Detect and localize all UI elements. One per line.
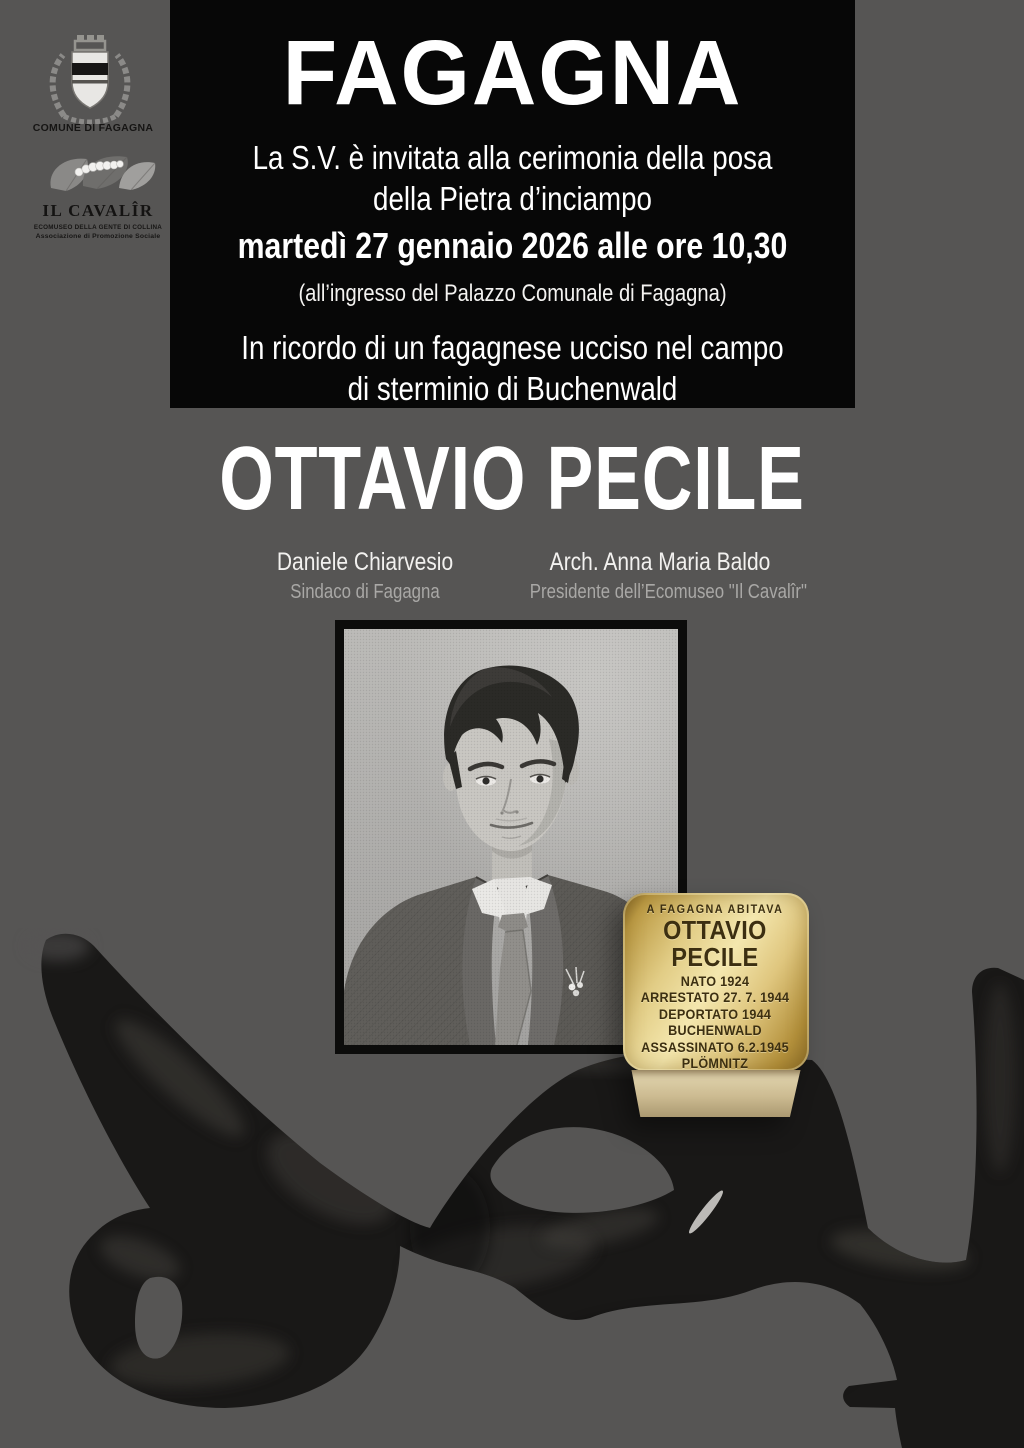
ecomuseo-title: IL CAVALÎR (42, 201, 154, 220)
stone-front-face (628, 1070, 804, 1117)
invite-line-2: della Pietra d’inciampo (373, 180, 652, 217)
ecomuseo-subtitle-2: Associazione di Promozione Sociale (35, 233, 161, 240)
stone-line: BUCHENWALD (668, 1022, 762, 1039)
signatory-name: Arch. Anna Maria Baldo (549, 548, 771, 576)
stone-line: PLÖMNITZ (681, 1055, 749, 1072)
victim-name: OTTAVIO PECILE (219, 429, 805, 529)
stone-line: ARRESTATO 27. 7. 1944 (640, 989, 790, 1006)
stone-line: NATO 1924 (680, 972, 750, 989)
stone-line: DEPORTATO 1944 (658, 1005, 772, 1022)
invite-line-1: La S.V. è invitata alla cerimonia della posa (252, 139, 773, 177)
signatory-role: Presidente dell’Ecomuseo "Il Cavalîr" (529, 580, 807, 603)
signatory-mayor (225, 549, 505, 603)
ecomuseo-subtitle-1: ECOMUSEO DELLA GENTE DI COLLINA (33, 224, 163, 231)
ceremony-location: (all’ingresso del Palazzo Comunale di Fagagna) (298, 280, 727, 307)
signatory-name: Daniele Chiarvesio (276, 548, 454, 576)
signatory-role: Sindaco di Fagagna (290, 580, 440, 603)
memorial-line-2: di sterminio di Buchenwald (347, 370, 678, 407)
stone-line: ASSASSINATO 6.2.1945 (641, 1038, 789, 1055)
stolperstein-stone (622, 893, 810, 1119)
comune-label: COMUNE DI FAGAGNA (32, 122, 154, 134)
signatory-president (505, 549, 815, 603)
stone-line: OTTAVIO (663, 915, 767, 945)
stone-line: PECILE (671, 941, 759, 972)
mulberry-leaves-silkworm-icon (33, 150, 163, 200)
invitation-panel (170, 0, 855, 408)
comune-crest-icon (38, 32, 142, 124)
ecomuseo-logo (28, 150, 168, 240)
coat-of-arms-graphic (38, 32, 142, 124)
branch-tip-blur (26, 931, 90, 961)
memorial-line-1: In ricordo di un fagagnese ucciso nel campo (241, 329, 784, 367)
stone-line: A FAGAGNA ABITAVA (646, 902, 784, 916)
stone-engraving (631, 893, 798, 1071)
ceremony-date: martedì 27 gennaio 2026 alle ore 10,30 (237, 224, 788, 266)
town-title: FAGAGNA (282, 22, 743, 124)
